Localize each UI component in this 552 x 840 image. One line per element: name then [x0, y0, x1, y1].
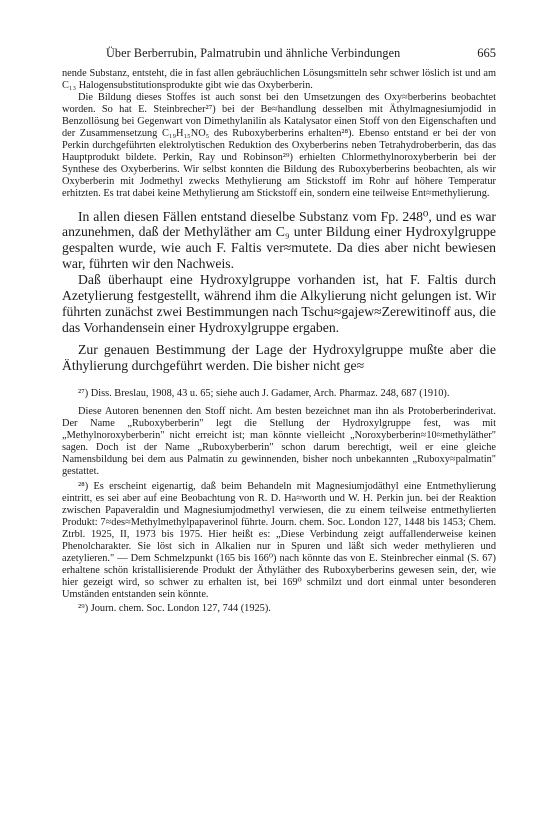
footnote-27: ²⁷) Diss. Breslau, 1908, 43 u. 65; siehe auch J. Gadamer, Arch. Pharmaz. 248, 687 (1910).	[78, 387, 450, 399]
intro-text	[62, 68, 496, 201]
footnotes	[62, 388, 496, 616]
paragraph-hydroxyl-group: Daß überhaupt eine Hydroxylgruppe vorhanden ist, hat F. Faltis durch Azetylierung festgestellt, während ihm die Alkylierung nicht gelungen ist. Wir führten zunächst zwei Bestimmungen nach Tschu≈gajew≈Zerewitinoff aus, die das Vorhandensein einer Hydroxylgruppe ergaben.	[62, 272, 496, 335]
page-header	[62, 46, 496, 64]
page-number: 665	[477, 46, 496, 60]
paragraph-formation: Die Bildung dieses Stoffes ist auch sonst bei den Umsetzungen des Oxy≈berberins beobachtet worden. So hat E. Steinbrecher²⁷) bei der Be≈handlung desselben mit Äthylmagnesiumjodid in Benzollösung bei Gegenwart von Dimethylanilin als Katalysator einen Stoff von den Eigenschaften und der Zusammensetzung C₁₉H₁₅NO₅ des Ruboxyberberins erhalten²⁸). Ebenso entstand er bei der von Perkin durchgeführten elektrolytischen Reduktion des Oxyberberins neben Tetrahydroberberin, das das Hauptprodukt bildete. Perkin, Ray und Robinson²⁹) erhielten Chlormethylnoroxyberberin bei der Synthese des Oxyberberins. Wir selbst konnten die Bildung des Ruboxyberberins beobachten, als wir Oxyberberin mit Jodmethyl zwecks Methylierung am Stickstoff im Rohr auf höhere Temperatur erhitzten. Es trat dabei keine Methylierung am Stickstoff ein, sondern eine teilweise Ent≈methylierung.	[62, 92, 496, 200]
footnote-29: ²⁹) Journ. chem. Soc. London 127, 744 (1925).	[78, 603, 271, 615]
paragraph-ethylation: Zur genauen Bestimmung der Lage der Hydroxylgruppe mußte aber die Äthylierung durchgeführt werden. Die bisher nicht ge≈	[62, 341, 496, 373]
main-text	[62, 209, 496, 374]
book-page	[62, 46, 496, 615]
footnote-28: ²⁸) Es erscheint eigenartig, daß beim Behandeln mit Magnesiumjodäthyl eine Entmethylierung eintritt, es sei aber auf eine Beobachtung von R. D. Ha≈worth und W. H. Perkin jun. bei der Reaktion zwischen Papaveraldin und Magnesiumjodmethyl verwiesen, die zu einem teilweise entmethylierten Produkt: 7≈des≈Methylmethylpapaverinol führte. Journ. chem. Soc. London 127, 1448 bis 1453; Chem. Ztrbl. 1925, II, 1973 bis 1975. Hier heißt es: „Diese Verbindung zeigt auffallenderweise keinen Phenolcharakter. Sie löst sich in Alkalien nur in Spuren und läßt sich weder methylieren und azetylieren." — Dem Schmelzpunkt (165 bis 166⁰) nach könnte das von E. Steinbrecher einmal (S. 67) erhaltene schön kristallisierende Produkt der Äthyläther des Ruboxyberberins gewesen sein, der, wie hier gezeigt wird, so schwer zu erhalten ist, bei 169⁰ schmilzt und dort einmal unter besonderen Umständen entstanden sein könnte.	[62, 480, 496, 601]
paragraph-continuation: nende Substanz, entsteht, die in fast allen gebräuchlichen Lösungsmitteln sehr schwer löslich ist und am C₁₃ Halogensubstitutionsprodukte gibt wie das Oxyberberin.	[62, 68, 496, 92]
footnote-27-continuation: Diese Autoren benennen den Stoff nicht. Am besten bezeichnet man ihn als Protoberberinderivat. Der Name „Ruboxyberberin" legt die Stellung der Hydroxylgruppe fest, was mit „Methylnoroxyberberin" nicht erreicht ist; man könnte vielleicht „Noroxyberberin≈10≈methyläther" sagen. Doch ist der Name „Ruboxyberberin" schon darum berechtigt, weil er eine gleiche Namensbildung bei dem aus Palmatin zu gewinnenden, bisher noch unbekannten „Ruboxy≈palmatin" gestattet.	[62, 405, 496, 477]
paragraph-same-substance: In allen diesen Fällen entstand dieselbe Substanz vom Fp. 248⁰, und es war anzunehmen, daß der Methyläther am C₉ unter Bildung einer Hydroxylgruppe gespalten wurde, wie auch F. Faltis ver≈mutete. Da dies aber nicht bewiesen war, führten wir den Nachweis.	[62, 208, 496, 272]
running-title: Über Berberrubin, Palmatrubin und ähnliche Verbindungen	[106, 46, 401, 60]
